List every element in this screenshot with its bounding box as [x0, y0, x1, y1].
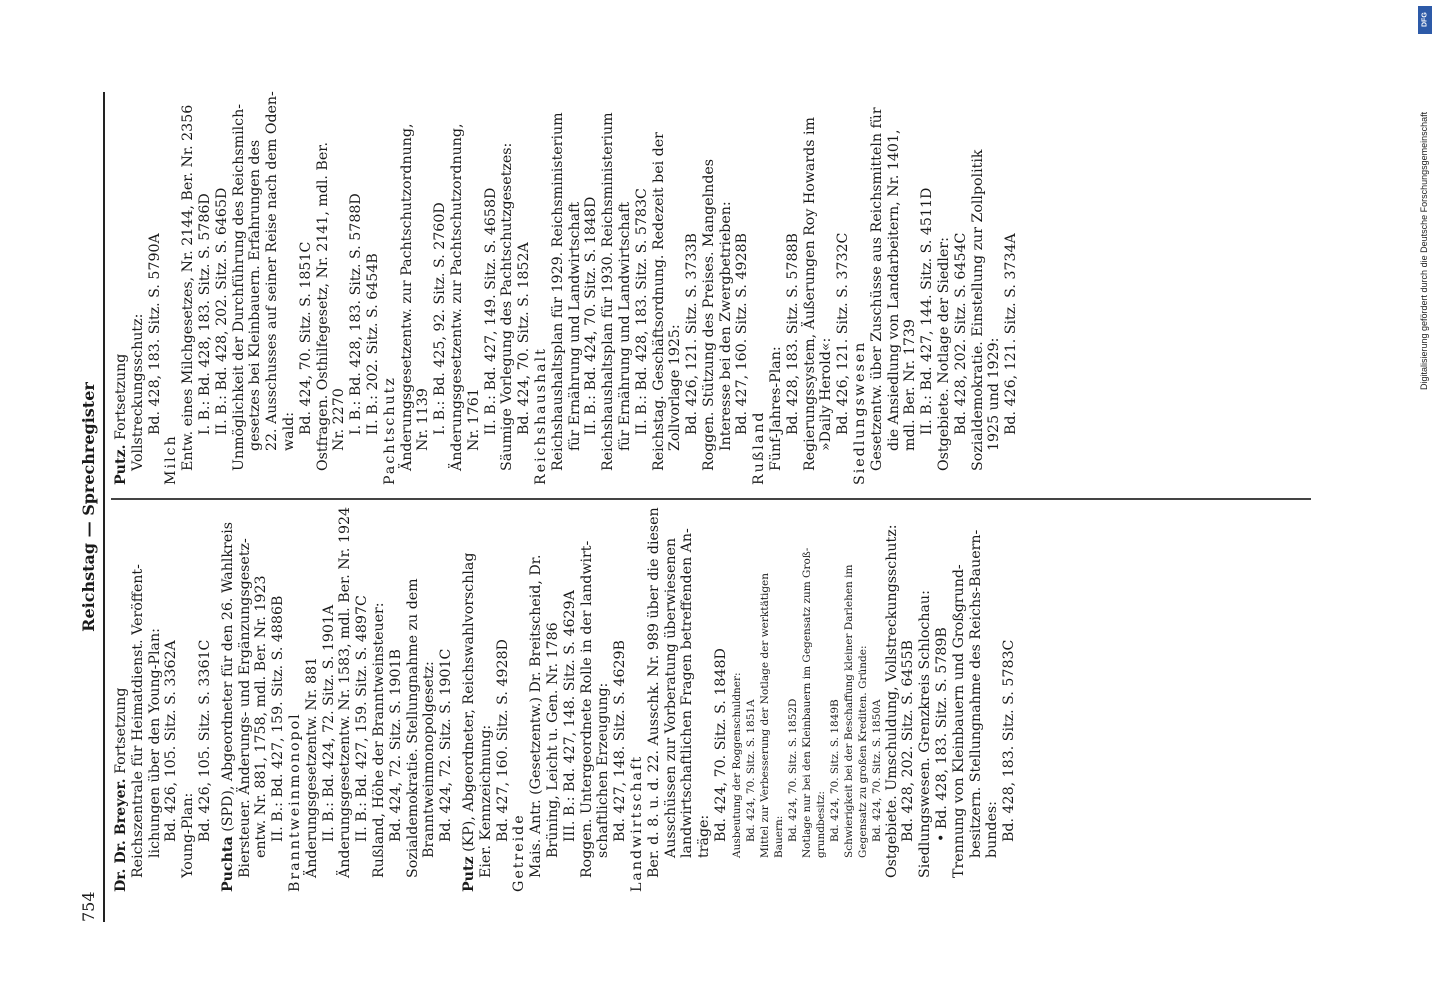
- topic-heading: Milch: [163, 434, 180, 485]
- register-entry: II. B.: Bd. 427, 159. Sitz. S. 4897C: [354, 595, 371, 842]
- register-entry: entw. Nr. 881, 1758, mdl. Ber. Nr. 1923: [253, 575, 270, 858]
- register-entry: Zollvorlage 1925:: [667, 324, 684, 451]
- register-entry: Fünf-Jahres-Plan:: [768, 346, 785, 471]
- digitization-footer: Digitalisierung gefördert durch die Deutsche Forschungsgemeinschaft: [1419, 111, 1429, 390]
- register-entry: grundbesitz:: [814, 791, 827, 858]
- register-entry: mdl. Ber. Nr. 1739: [902, 319, 919, 451]
- register-entry: besitzern. Stellungnahme des Reichs-Bauern-: [967, 529, 984, 858]
- topic-heading: Getreide: [511, 813, 528, 892]
- topic-heading: Siedlungswesen: [852, 340, 869, 485]
- register-entry: Roggen. Stützung des Preises. Mangelndes: [700, 158, 717, 471]
- running-head: Reichstag — Sprechregister: [79, 382, 98, 632]
- register-entry: Bd. 428, 183. Sitz. S. 5783C: [1001, 639, 1018, 842]
- topic-heading: Branntweinmonopol: [286, 712, 303, 892]
- register-entry: Biersteuer. Änderungs- und Ergänzungsgesetz-: [236, 538, 253, 878]
- register-entry: Interesse bei den Zwergbetrieben:: [717, 201, 734, 451]
- register-entry: Bd. 427, 160. Sitz. S. 4928D: [494, 639, 511, 842]
- register-entry: Vollstreckungsschutz:: [129, 313, 146, 471]
- register-entry: Bd. 424, 70. Sitz. S. 1852A: [516, 242, 533, 435]
- speaker-heading: [113, 87, 130, 485]
- register-entry: • Bd. 428, 183. Sitz. S. 5789B: [934, 627, 951, 842]
- left-column: [113, 492, 1018, 892]
- register-entry: Unmöglichkeit der Durchführung des Reichsmilch-: [230, 103, 247, 471]
- register-entry: Bd. 424, 72. Sitz. S. 1901C: [438, 648, 455, 842]
- register-entry: Bd. 428, 183. Sitz. S. 5788B: [784, 233, 801, 435]
- speaker-name: Puchta: [219, 836, 236, 892]
- register-entry: 22. Ausschusses auf seiner Reise nach dem Oden-: [264, 91, 281, 451]
- dfg-logo: DFG: [1418, 6, 1432, 34]
- register-entry: »Daily Herold«:: [818, 337, 835, 451]
- speaker-heading: [113, 492, 130, 892]
- register-entry: II. B.: Bd. 427, 149. Sitz. S. 4658D: [482, 187, 499, 435]
- register-entry: Schwierigkeit bei der Beschaffung kleiner Darlehen im: [842, 564, 855, 858]
- register-entry: Sozialdemokratie. Einstellung zur Zollpolitik: [969, 149, 986, 471]
- register-entry: Ber. d. 8. u. d. 22. Ausschk. Nr. 989 über die diesen: [645, 507, 662, 878]
- register-entry: Änderungsgesetzentw. Nr. 1583, mdl. Ber. Nr. 1924: [337, 506, 354, 878]
- register-entry: Bd. 424, 70. Sitz. S. 1851A: [744, 699, 757, 842]
- register-entry: Mittel zur Verbesserung der Notlage der werktätigen: [758, 572, 771, 858]
- register-entry: landwirtschaftlichen Fragen betreffenden An-: [679, 528, 696, 858]
- register-entry: Änderungsgesetzentw. zur Pachtschutzordnung,: [448, 123, 465, 471]
- register-entry: Bd. 424, 70. Sitz. S. 1852D: [786, 698, 799, 842]
- register-entry: Bd. 428, 202. Sitz. S. 6455B: [900, 640, 917, 842]
- register-entry: Mais. Antr. (Gesetzentw.) Dr. Breitscheid, Dr.: [528, 554, 545, 878]
- register-entry: II. B.: Bd. 428, 183. Sitz. S. 5783C: [633, 188, 650, 435]
- register-entry: Roggen. Untergeordnete Rolle in der landwirt-: [578, 540, 595, 878]
- register-entry: die Ansiedlung von Landarbeitern, Nr. 1401,: [885, 129, 902, 451]
- register-entry: Änderungsgesetzentw. Nr. 881: [303, 656, 320, 878]
- speaker-heading: [461, 492, 478, 892]
- register-entry: für Ernährung und Landwirtschaft: [616, 201, 633, 451]
- register-entry: Bd. 424, 70. Sitz. S. 1849B: [828, 699, 841, 842]
- register-entry: Brüning, Leicht u. Gen. Nr. 1786: [544, 622, 561, 858]
- register-entry: Branntweinmonopolgesetz:: [421, 661, 438, 858]
- register-entry: II. B.: Bd. 428, 202. Sitz. S. 6465D: [213, 187, 230, 435]
- register-entry: III. B.: Bd. 427, 148. Sitz. S. 4629A: [561, 590, 578, 842]
- register-entry: Bd. 428, 202. Sitz. S. 6454C: [952, 232, 969, 435]
- register-entry: Eier. Kennzeichnung:: [477, 724, 494, 878]
- speaker-name: Dr. Dr. Breyer.: [113, 778, 129, 892]
- register-entry: träge:: [696, 814, 713, 858]
- topic-heading: Pachtschutz: [381, 376, 398, 485]
- register-entry: Siedlungswesen. Grenzkreis Schlochau:: [917, 590, 934, 878]
- register-entry: Bauern:: [772, 815, 785, 858]
- topic-heading: Reichshaushalt: [532, 347, 549, 485]
- register-entry: I. B.: Bd. 428, 183. Sitz. S. 5788D: [348, 193, 365, 435]
- register-entry: Reichstag. Geschäftsordnung. Redezeit bei der: [650, 132, 667, 471]
- register-entry: II. B.: Bd. 427, 159. Sitz. S. 4886B: [270, 595, 287, 842]
- register-entry: Regierungssystem, Äußerungen Roy Howards im: [801, 116, 818, 471]
- register-entry: Rußland, Höhe der Branntweinsteuer:: [370, 602, 387, 878]
- register-entry: Gesetzentw. über Zuschüsse aus Reichsmitteln für: [868, 107, 885, 471]
- register-entry: Nr. 1139: [415, 388, 432, 451]
- register-entry: Bd. 428, 183. Sitz. S. 5790A: [146, 233, 163, 435]
- speaker-heading: [220, 492, 237, 892]
- register-entry: I. B.: Bd. 428, 183. Sitz. S. 5786D: [196, 193, 213, 435]
- register-entry: für Ernährung und Landwirtschaft: [566, 201, 583, 451]
- speaker-details: (SPD), Abgeordneter für den 26. Wahlkreis: [219, 521, 236, 837]
- register-entry: Bd. 426, 121. Sitz. S. 3734A: [1003, 233, 1020, 435]
- register-entry: Gegensatz zu großen Krediten. Gründe:: [856, 645, 869, 858]
- register-entry: Sozialdemokratie. Stellungnahme zu dem: [404, 578, 421, 878]
- register-entry: Ausschüssen zur Vorberatung überwiesenen: [662, 537, 679, 858]
- register-entry: Ausbeutung der Roggenschuldner:: [730, 672, 743, 858]
- register-entry: gesetzes bei Kleinbauern. Erfahrungen des: [247, 139, 264, 451]
- register-entry: Notlage nur bei den Kleinbauern im Gegensatz zum Groß-: [800, 547, 813, 858]
- register-entry: Nr. 1761: [465, 388, 482, 451]
- register-entry: II. B.: Bd. 424, 72. Sitz. S. 1901A: [320, 604, 337, 842]
- register-entry: Ostfragen. Osthilfegesetz, Nr. 2141, mdl. Ber.: [314, 142, 331, 471]
- register-entry: I. B.: Bd. 425, 92. Sitz. S. 2760D: [432, 202, 449, 435]
- register-entry: Entw. eines Milchgesetzes, Nr. 2144, Ber. Nr. 2356: [180, 104, 197, 471]
- register-entry: Bd. 427, 148. Sitz. S. 4629B: [612, 640, 629, 842]
- speaker-details: Fortsetzung: [113, 353, 129, 445]
- register-entry: Reichszentrale für Heimatdienst. Veröffent-: [129, 564, 146, 878]
- register-entry: bundes:: [984, 801, 1001, 858]
- register-entry: Trennung von Kleinbauern und Großgrund-: [950, 564, 967, 878]
- register-entry: Änderungsgesetzentw. zur Pachtschutzordnung,: [398, 123, 415, 471]
- register-entry: Ostgebiete. Notlage der Siedler:: [936, 237, 953, 471]
- register-entry: Bd. 426, 121. Sitz. S. 3732C: [835, 232, 852, 435]
- register-entry: Bd. 426, 121. Sitz. S. 3733B: [684, 233, 701, 435]
- register-entry: II. B.: Bd. 427, 144. Sitz. S. 4511D: [919, 187, 936, 435]
- register-entry: Säumige Vorlegung des Pachtschutzgesetzes:: [499, 142, 516, 471]
- register-entry: Bd. 424, 70. Sitz. S. 1851C: [297, 241, 314, 435]
- register-entry: Young-Plan:: [180, 792, 197, 878]
- register-entry: Bd. 424, 70. Sitz. S. 1850A: [870, 699, 883, 842]
- register-entry: Bd. 427, 160. Sitz. S. 4928B: [734, 233, 751, 435]
- speaker-details: (KP), Abgeordneter, Reichswahlvorschlag: [460, 552, 477, 857]
- register-entry: II. B.: Bd. 424, 70. Sitz. S. 1848D: [583, 196, 600, 435]
- register-entry: 1925 und 1929:: [986, 337, 1003, 451]
- register-entry: schaftlichen Erzeugung:: [595, 682, 612, 858]
- register-entry: Bd. 424, 70. Sitz. S. 1848D: [712, 648, 729, 842]
- register-entry: Bd. 426, 105. Sitz. S. 3362A: [163, 640, 180, 842]
- register-entry: Reichshaushaltsplan für 1930. Reichsministerium: [600, 112, 617, 471]
- speaker-name: Putz: [460, 856, 477, 892]
- register-entry: Bd. 426, 105. Sitz. S. 3361C: [196, 639, 213, 842]
- page-number: 754: [79, 891, 98, 922]
- register-page: [75, 92, 1335, 922]
- register-entry: II. B.: 202. Sitz. S. 6454B: [364, 253, 381, 435]
- header-rule: [103, 92, 105, 922]
- register-entry: Reichshaushaltsplan für 1929. Reichsministerium: [549, 112, 566, 471]
- topic-heading: Landwirtschaft: [628, 754, 645, 892]
- register-entry: Ostgebiete. Umschuldung, Vollstreckungsschutz:: [883, 524, 900, 878]
- topic-heading: Rußland: [751, 410, 768, 485]
- register-entry: Bd. 424, 72. Sitz. S. 1901B: [387, 649, 404, 842]
- page-header: [75, 92, 105, 922]
- speaker-details: Fortsetzung: [113, 687, 129, 779]
- register-entry: Nr. 2270: [331, 388, 348, 451]
- register-entry: lichungen über den Young-Plan:: [146, 628, 163, 858]
- register-entry: wald:: [280, 411, 297, 451]
- speaker-name: Putz.: [113, 444, 129, 485]
- right-column: [113, 87, 1020, 485]
